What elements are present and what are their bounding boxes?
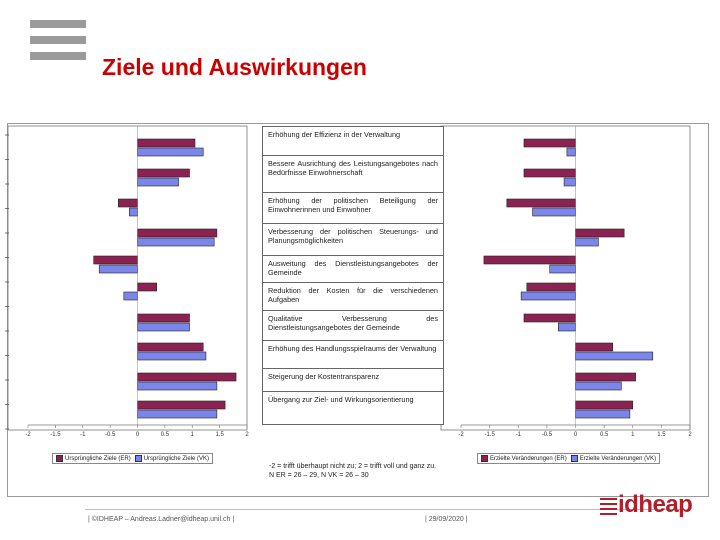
bar: [527, 283, 576, 291]
bar: [558, 323, 575, 331]
legend-note: -2 = trifft überhaupt nicht zu; 2 = trifft voll und ganz zu. N ER = 26 – 29, N VK = 26 – 30: [269, 463, 437, 480]
bar: [129, 208, 137, 216]
bar: [138, 169, 190, 177]
bar: [507, 199, 576, 207]
description-item: Qualitative Verbesserung des Dienstleistungsangebotes der Gemeinde: [263, 311, 443, 341]
bar: [138, 410, 217, 418]
description-item: Reduktion der Kosten für die verschiedenen Aufgaben: [263, 283, 443, 311]
description-column: [262, 126, 444, 425]
bar: [484, 256, 576, 264]
legend-swatch: [56, 455, 63, 462]
legend-label: Erzielte Veränderungen (ER): [490, 456, 567, 463]
bar: [138, 314, 190, 322]
x-tick-label: -1: [80, 432, 86, 438]
description-item: Erhöhung der politischen Beteiligung der Einwohnerinnen und Einwohner: [263, 193, 443, 224]
footer-divider: [85, 509, 685, 510]
x-tick-label: 0.5: [160, 432, 170, 438]
bar: [138, 401, 226, 409]
logo-bar: [600, 503, 617, 505]
bar: [138, 148, 204, 156]
bar: [524, 139, 576, 147]
x-tick-label: 0: [135, 432, 140, 438]
x-tick-label: 0.5: [599, 432, 609, 438]
bar: [567, 148, 576, 156]
bar: [138, 283, 157, 291]
bar: [138, 178, 179, 186]
bar: [124, 292, 138, 300]
x-tick-label: -2: [458, 432, 464, 438]
idheap-logo-bars: [600, 498, 617, 518]
description-item: Ausweitung des Dienstleistungsangebotes der Gemeinde: [263, 256, 443, 283]
description-item: Verbesserung der politischen Steuerungs- und Planungsmöglichkeiten: [263, 224, 443, 256]
x-tick-label: 2: [688, 432, 692, 438]
x-tick-label: -1: [515, 432, 521, 438]
bar: [138, 352, 206, 360]
bar: [550, 265, 576, 273]
description-item: Steigerung der Kostentransparenz: [263, 369, 443, 392]
bar: [576, 382, 622, 390]
bar: [138, 373, 237, 381]
bar: [138, 238, 215, 246]
x-tick-label: 1: [190, 432, 194, 438]
legend-label: Ursprüngliche Ziele (ER): [65, 456, 131, 463]
bar: [576, 238, 599, 246]
bar: [576, 373, 636, 381]
legend-item: [571, 455, 656, 462]
logo-bar: [600, 508, 617, 510]
bar: [138, 382, 217, 390]
legend-left: [52, 453, 213, 464]
bar: [533, 208, 576, 216]
x-tick-label: -0.5: [541, 432, 553, 438]
bar: [524, 169, 576, 177]
bar: [138, 139, 195, 147]
idheap-logo: [600, 491, 693, 523]
bar: [576, 352, 653, 360]
bar: [521, 292, 575, 300]
bar: [94, 256, 138, 264]
legend-swatch: [135, 455, 142, 462]
x-tick-label: -1.5: [50, 432, 61, 438]
footer-date: | 29/09/2020 |: [425, 516, 468, 523]
x-tick-label: 0: [573, 432, 578, 438]
idheap-logo-text: idheap: [618, 491, 693, 518]
bar: [576, 343, 613, 351]
bar: [524, 314, 576, 322]
x-tick-label: 1: [631, 432, 635, 438]
legend-item: [481, 455, 567, 462]
bar: [576, 229, 625, 237]
bar: [138, 229, 217, 237]
description-item: Übergang zur Ziel- und Wirkungsorientierung: [268, 395, 414, 404]
description-item: Erhöhung der Effizienz in der Verwaltung: [263, 127, 443, 156]
legend-item: [135, 455, 209, 462]
bar: [564, 178, 575, 186]
x-tick-label: -1.5: [484, 432, 495, 438]
logo-bar: [600, 513, 617, 515]
x-tick-label: 1.5: [657, 432, 666, 438]
description-item: Erhöhung des Handlungsspielraums der Verwaltung: [263, 341, 443, 369]
bar: [138, 323, 190, 331]
legend-swatch: [571, 455, 578, 462]
description-item: Bessere Ausrichtung des Leistungsangebotes nach Bedürfnisse Einwohnerschaft: [263, 156, 443, 193]
legend-label: Ursprüngliche Ziele (VK): [143, 456, 210, 463]
bar: [576, 401, 633, 409]
legend-right: [477, 453, 660, 464]
x-tick-label: -0.5: [104, 432, 116, 438]
legend-swatch: [481, 455, 488, 462]
footer-copyright: | ©IDHEAP – Andreas.Ladner@idheap.unil.ch |: [88, 516, 235, 523]
bar: [576, 410, 630, 418]
legend-item: [56, 455, 131, 462]
x-tick-label: 1.5: [215, 432, 224, 438]
x-tick-label: 2: [245, 432, 249, 438]
bar: [118, 199, 137, 207]
bar: [99, 265, 137, 273]
slide-title: Ziele und Auswirkungen: [102, 54, 367, 80]
x-tick-label: -2: [25, 432, 31, 438]
legend-label: Erzielte Veränderungen (VK): [579, 456, 657, 463]
bar: [138, 343, 204, 351]
logo-bar: [600, 498, 617, 500]
